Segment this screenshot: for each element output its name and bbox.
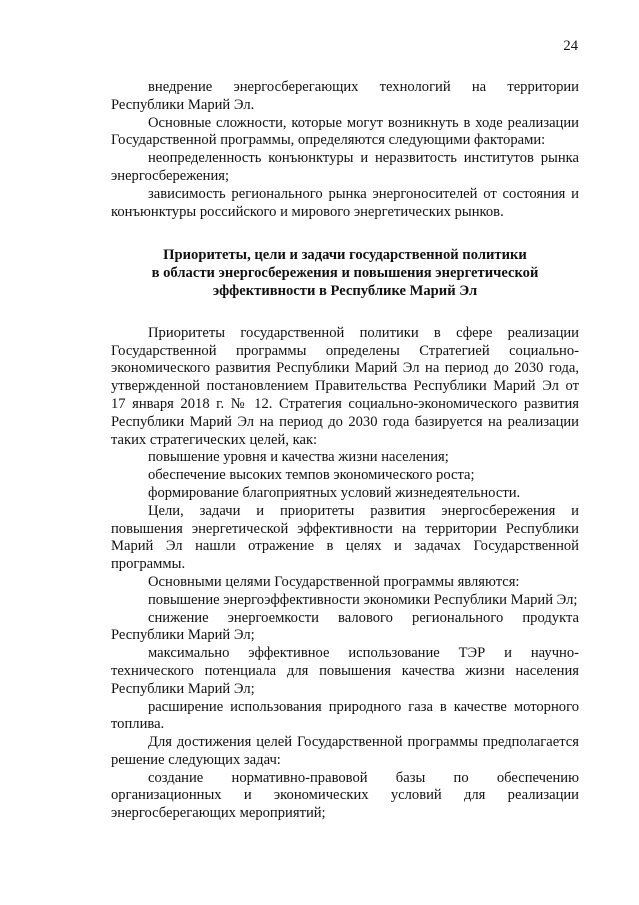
- list-item: создание нормативно-правовой базы по обеспечению организационных и экономических условий для реализации энергосберегающих мероприятий;: [111, 769, 579, 822]
- paragraph: Цели, задачи и приоритеты развития энергосбережения и повышения энергетической эффективности на территории Республики Марий Эл нашли отражение в целях и задачах Государственной программы.: [111, 502, 579, 573]
- list-item: повышение уровня и качества жизни населения;: [148, 449, 449, 466]
- list-item: формирование благоприятных условий жизнедеятельности.: [148, 484, 521, 501]
- section-heading: [111, 247, 579, 300]
- list-item: повышение энергоэффективности экономики Республики Марий Эл;: [148, 591, 578, 608]
- list-item: максимально эффективное использование ТЭР и научно-технического потенциала для повышения качества жизни населения Республики Марий Эл;: [111, 645, 579, 697]
- section-heading-line: Приоритеты, цели и задачи государственной политики: [163, 247, 527, 264]
- document-body: [111, 79, 579, 823]
- section-heading-line: в области энергосбережения и повышения энергетической: [151, 265, 539, 282]
- section-heading-line: эффективности в Республике Марий Эл: [212, 282, 478, 299]
- paragraph: зависимость регионального рынка энергоносителей от состояния и конъюнктуры российского и мирового энергетических рынков.: [111, 185, 579, 220]
- list-item: обеспечение высоких темпов экономического роста;: [148, 467, 475, 484]
- paragraph: Основными целями Государственной программы являются:: [148, 573, 520, 590]
- paragraph: Приоритеты государственной политики в сфере реализации Государственной программы определены Стратегией социально-экономического развития Республики Марий Эл на период до 2030 года, утвержденной постановлением Правительства Республики Марий Эл от 17 января 2018 г. № 12. Стратегия социально-экономического развития Республики Марий Эл на период до 2030 года базируется на реализации таких стратегических целей, как:: [111, 324, 579, 448]
- paragraph: Для достижения целей Государственной программы предполагается решение следующих задач:: [111, 734, 579, 768]
- list-item: расширение использования природного газа в качестве моторного топлива.: [111, 698, 579, 733]
- paragraph: неопределенность конъюнктуры и неразвитость институтов рынка энергосбережения;: [111, 150, 579, 184]
- paragraph: Основные сложности, которые могут возникнуть в ходе реализации Государственной программы, определяются следующими факторами:: [111, 114, 579, 149]
- paragraph: внедрение энергосберегающих технологий на территории Республики Марий Эл.: [111, 79, 579, 113]
- list-item: снижение энергоемкости валового регионального продукта Республики Марий Эл;: [111, 609, 579, 644]
- page-number: 24: [563, 38, 578, 54]
